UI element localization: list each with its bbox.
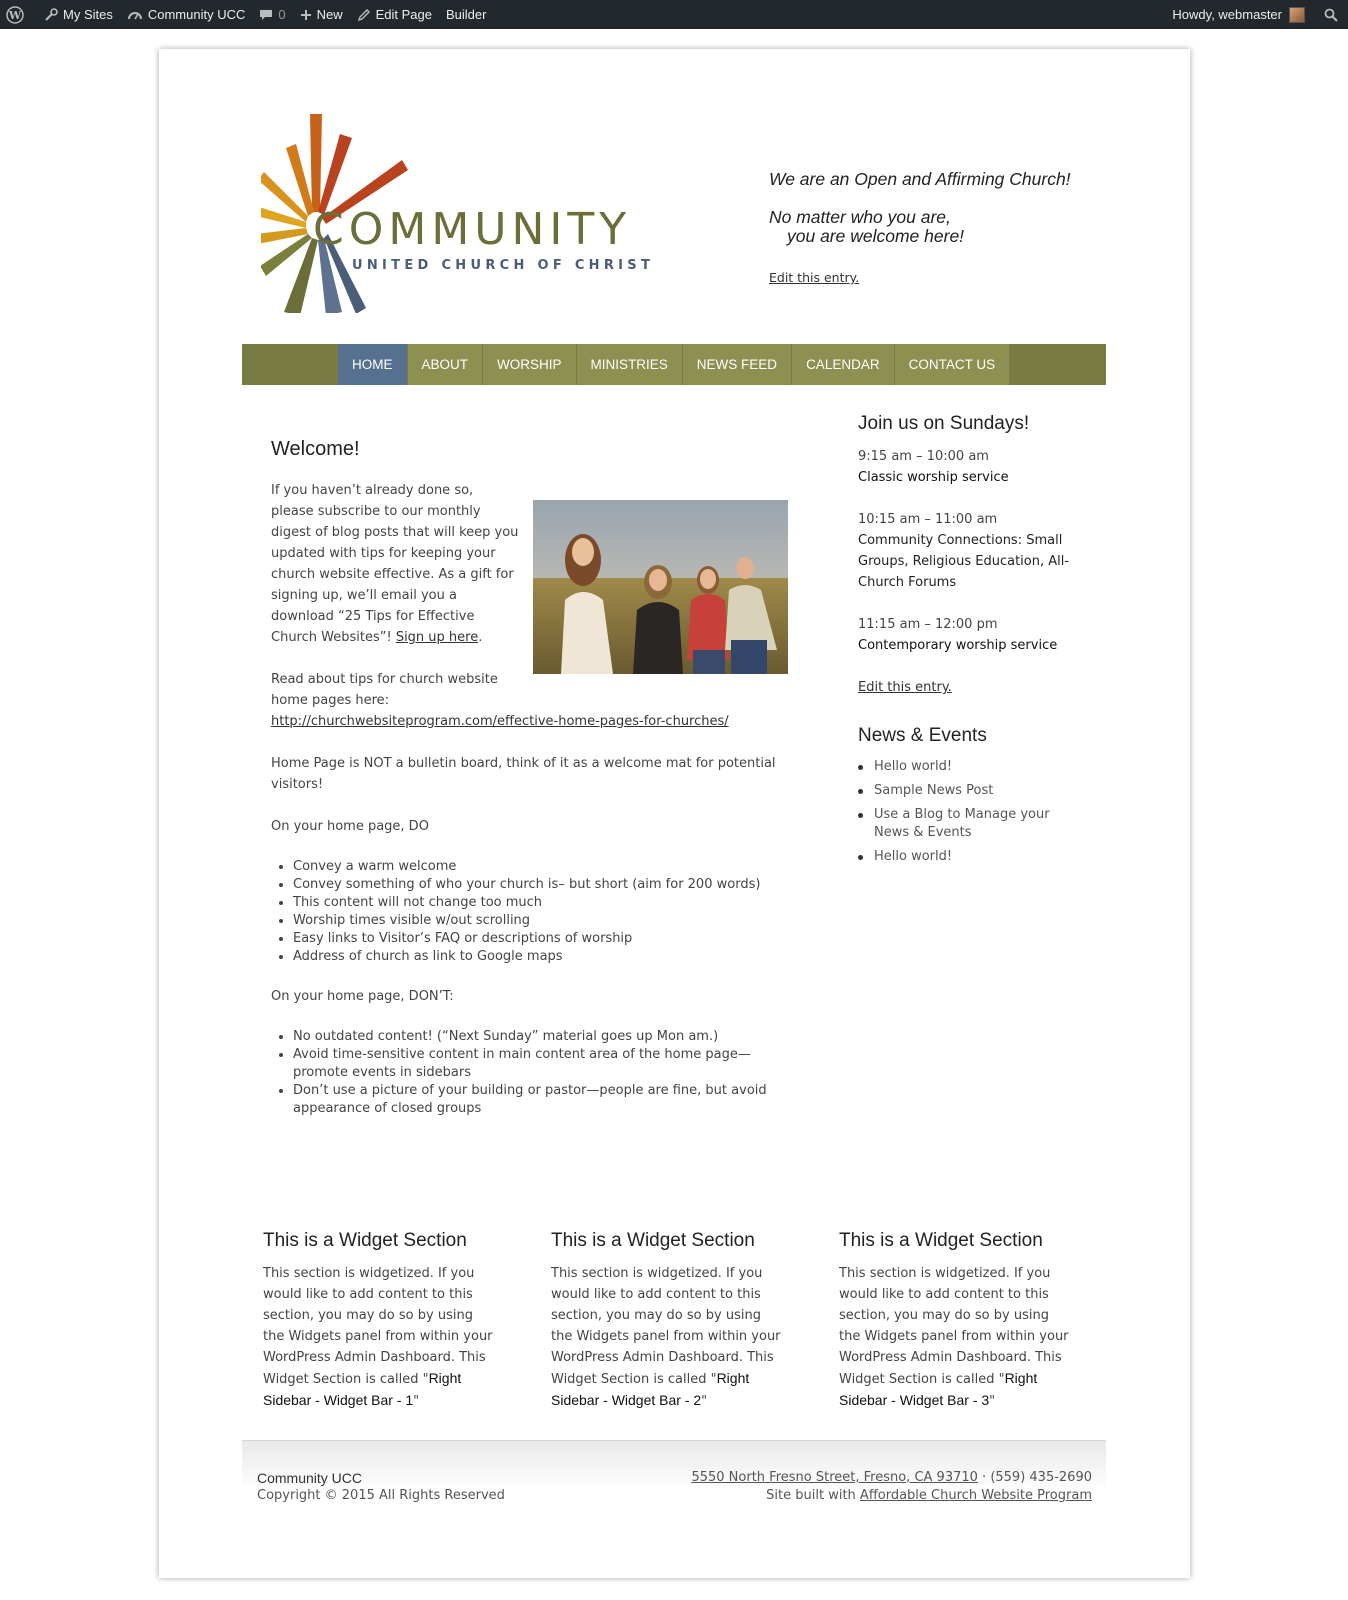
header-edit-entry-link[interactable]: Edit this entry. bbox=[769, 270, 860, 285]
widget-title: This is a Widget Section bbox=[551, 1230, 755, 1251]
page-container bbox=[159, 49, 1190, 1578]
my-sites-menu[interactable] bbox=[37, 0, 120, 29]
comments-menu[interactable] bbox=[252, 0, 292, 29]
widget-title: This is a Widget Section bbox=[839, 1230, 1043, 1251]
news-item-link[interactable]: Hello world! bbox=[866, 758, 1088, 776]
svg-text:W: W bbox=[8, 8, 22, 22]
wrench-icon bbox=[44, 8, 58, 22]
my-account-menu[interactable] bbox=[1165, 0, 1312, 29]
new-label: New bbox=[316, 7, 343, 22]
search-icon bbox=[1324, 8, 1338, 22]
service-name: Contemporary worship service bbox=[858, 638, 1058, 653]
right-sidebar bbox=[858, 413, 1088, 872]
footer-right bbox=[691, 1469, 1092, 1505]
do-heading: On your home page, DO bbox=[271, 819, 429, 834]
footer-left bbox=[257, 1469, 505, 1505]
read-about-text: Read about tips for church website home pages here: bbox=[271, 672, 498, 708]
dont-heading: On your home page, DON’T: bbox=[271, 989, 454, 1004]
comments-count: 0 bbox=[278, 7, 286, 22]
admin-bar bbox=[0, 0, 1348, 29]
news-list bbox=[866, 758, 1088, 866]
header-tagline bbox=[769, 169, 1149, 287]
my-sites-label: My Sites bbox=[63, 7, 113, 22]
widget-text: This section is widgetized. If you would like to add content to this section, you may do so by using the Widgets panel from within your WordPress Admin Dashboard. This Widget Section is called "Right Sidebar - Widget Bar - 2" bbox=[551, 1266, 781, 1409]
service-time: 11:15 am – 12:00 pm bbox=[858, 617, 998, 632]
site-logo[interactable] bbox=[261, 113, 671, 313]
tagline-line-1: We are an Open and Affirming Church! bbox=[769, 169, 1071, 189]
footer-copyright: Copyright © 2015 All Rights Reserved bbox=[257, 1488, 505, 1503]
dont-list bbox=[293, 1028, 791, 1118]
builder-label: Builder bbox=[445, 7, 487, 22]
list-item: • Convey something of who your church is– but short (aim for 200 words) bbox=[293, 876, 791, 894]
nav-item-about[interactable]: ABOUT bbox=[408, 344, 484, 385]
news-item-link[interactable]: Use a Blog to Manage your News & Events bbox=[866, 806, 1088, 842]
builder-link[interactable] bbox=[439, 0, 493, 29]
nav-item-home[interactable]: HOME bbox=[338, 344, 408, 385]
widget-section-2 bbox=[551, 1230, 783, 1412]
tagline-line-2: No matter who you are, bbox=[769, 207, 951, 227]
list-item: • Don’t use a picture of your building or pastor—people are fine, but avoid appearance of closed groups bbox=[293, 1082, 791, 1118]
tips-link[interactable]: http://churchwebsiteprogram.com/effective-home-pages-for-churches/ bbox=[271, 714, 729, 729]
intro-paragraph bbox=[271, 480, 519, 648]
list-item: • Convey a warm welcome bbox=[293, 858, 791, 876]
footer-program-link[interactable]: Affordable Church Website Program bbox=[859, 1488, 1092, 1503]
widget-section-3 bbox=[839, 1230, 1071, 1412]
widget-title: This is a Widget Section bbox=[263, 1230, 467, 1251]
service-name: Classic worship service bbox=[858, 470, 1009, 485]
admin-search-button[interactable] bbox=[1312, 8, 1348, 22]
service-time: 9:15 am – 10:00 am bbox=[858, 449, 989, 464]
wordpress-logo-icon[interactable] bbox=[0, 0, 37, 29]
bulletin-paragraph: Home Page is NOT a bulletin board, think of it as a welcome mat for potential visitors! bbox=[271, 756, 776, 792]
signup-link[interactable]: Sign up here bbox=[395, 630, 479, 645]
service-time: 10:15 am – 11:00 am bbox=[858, 512, 998, 527]
nav-item-contact-us[interactable]: CONTACT US bbox=[895, 344, 1011, 385]
sidebar-edit-entry-link[interactable]: Edit this entry. bbox=[858, 680, 952, 695]
service-item bbox=[858, 446, 1088, 488]
logo-sunburst-icon bbox=[261, 113, 671, 313]
nav-item-worship[interactable]: WORSHIP bbox=[483, 344, 577, 385]
list-item: • This content will not change too much bbox=[293, 894, 791, 912]
intro-text: If you haven’t already done so, please subscribe to our monthly digest of blog posts that will keep you updated with tips for keeping your church website effective. As a gift for signing up, we’ll email you a download “25 Tips for Effective Church Websites”! bbox=[271, 483, 519, 645]
read-about-paragraph bbox=[271, 669, 791, 732]
main-navigation bbox=[242, 344, 1106, 385]
widget-name: Right Sidebar - Widget Bar - 3 bbox=[839, 1370, 1038, 1408]
pencil-icon bbox=[357, 8, 371, 22]
footer-address-link[interactable]: 5550 North Fresno Street, Fresno, CA 93710 bbox=[691, 1470, 978, 1485]
site-name-menu[interactable] bbox=[120, 0, 253, 29]
site-name-label: Community UCC bbox=[147, 7, 246, 22]
list-item: • Easy links to Visitor’s FAQ or descriptions of worship bbox=[293, 930, 791, 948]
nav-item-calendar[interactable]: CALENDAR bbox=[792, 344, 895, 385]
news-item-link[interactable]: Hello world! bbox=[866, 848, 1088, 866]
site-footer bbox=[242, 1440, 1106, 1530]
comment-icon bbox=[259, 8, 273, 22]
congregation-photo bbox=[533, 500, 788, 674]
widget-name: Right Sidebar - Widget Bar - 1 bbox=[263, 1370, 462, 1408]
footer-site-name: Community UCC bbox=[257, 1470, 363, 1486]
list-item: • Worship times visible w/out scrolling bbox=[293, 912, 791, 930]
widget-text: This section is widgetized. If you would like to add content to this section, you may do so by using the Widgets panel from within your WordPress Admin Dashboard. This Widget Section is called "Right Sidebar - Widget Bar - 1" bbox=[263, 1266, 493, 1409]
svg-text:COMMUNITY: COMMUNITY bbox=[313, 204, 632, 255]
svg-text:UNITED CHURCH OF CHRIST: UNITED CHURCH OF CHRIST bbox=[352, 258, 655, 273]
new-content-menu[interactable] bbox=[293, 0, 350, 29]
nav-item-ministries[interactable]: MINISTRIES bbox=[577, 344, 683, 385]
dashboard-icon bbox=[127, 8, 143, 22]
service-item bbox=[858, 509, 1088, 593]
widget-section-1 bbox=[263, 1230, 495, 1412]
plus-icon bbox=[300, 9, 312, 21]
do-list bbox=[293, 858, 791, 966]
list-item: • Avoid time-sensitive content in main content area of the home page—promote events in sidebars bbox=[293, 1046, 791, 1082]
service-item bbox=[858, 614, 1088, 656]
news-item-link[interactable]: Sample News Post bbox=[866, 782, 1088, 800]
nav-item-news-feed[interactable]: NEWS FEED bbox=[683, 344, 792, 385]
edit-page-label: Edit Page bbox=[375, 7, 432, 22]
avatar bbox=[1289, 7, 1305, 23]
news-title: News & Events bbox=[858, 725, 987, 746]
footer-phone: · (559) 435-2690 bbox=[977, 1470, 1092, 1485]
tagline-line-3: you are welcome here! bbox=[787, 226, 965, 246]
footer-built-with: Site built with bbox=[766, 1488, 860, 1503]
sundays-title: Join us on Sundays! bbox=[858, 413, 1030, 434]
signup-after: . bbox=[478, 630, 483, 645]
service-name: Community Connections: Small Groups, Religious Education, All-Church Forums bbox=[858, 533, 1070, 590]
list-item: • Address of church as link to Google maps bbox=[293, 948, 791, 966]
howdy-label: Howdy, webmaster bbox=[1172, 7, 1282, 22]
page-title: Welcome! bbox=[271, 438, 360, 460]
widget-text: This section is widgetized. If you would like to add content to this section, you may do so by using the Widgets panel from within your WordPress Admin Dashboard. This Widget Section is called "Right Sidebar - Widget Bar - 3" bbox=[839, 1266, 1069, 1409]
edit-page-link[interactable] bbox=[350, 0, 439, 29]
list-item: • No outdated content! (“Next Sunday” material goes up Mon am.) bbox=[293, 1028, 791, 1046]
widget-name: Right Sidebar - Widget Bar - 2 bbox=[551, 1370, 750, 1408]
